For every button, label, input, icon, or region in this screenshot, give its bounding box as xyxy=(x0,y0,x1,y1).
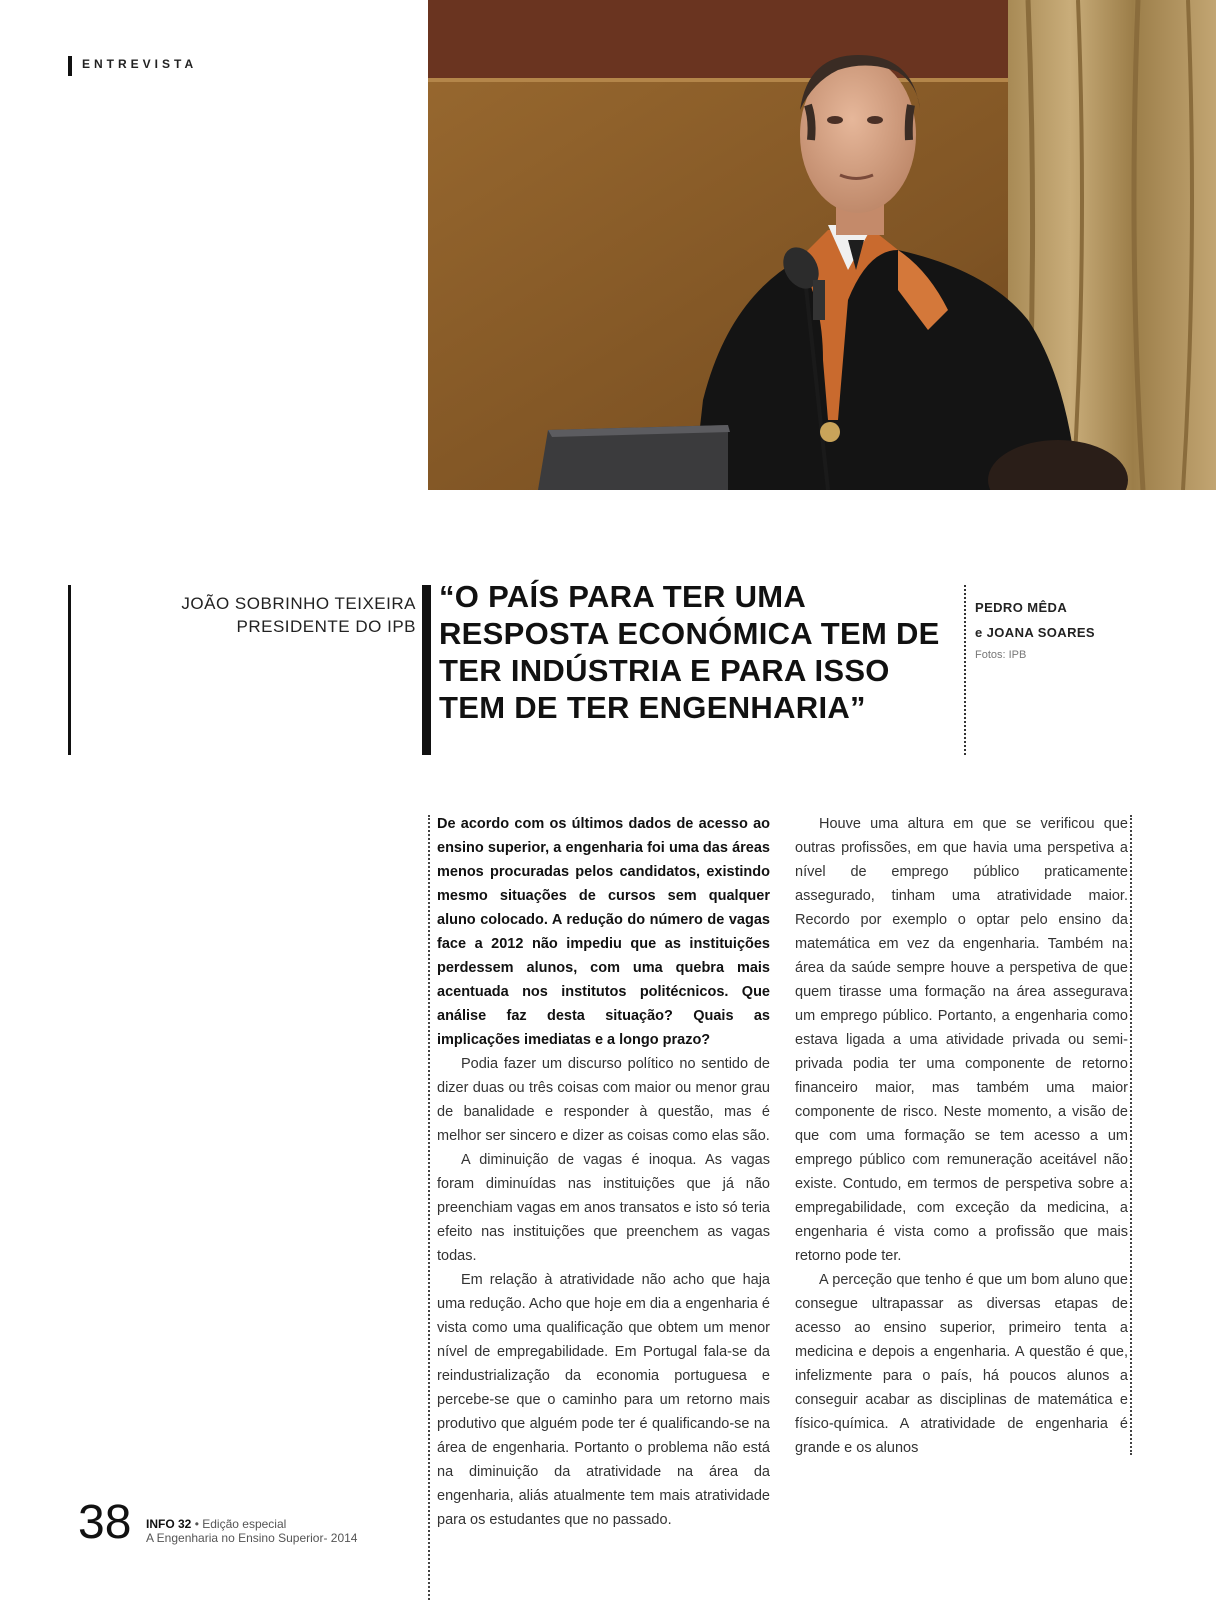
magazine-name: INFO 32 xyxy=(146,1517,192,1531)
answer-paragraph-1: Podia fazer um discurso político no sentido de dizer duas ou três coisas com maior ou menor grau de banalidade e responder à questão, mas é melhor ser sincero e dizer as coisas como elas são. xyxy=(437,1056,770,1144)
column-divider-left xyxy=(428,815,430,1600)
edition-label: Edição especial xyxy=(202,1517,287,1531)
interviewee-block xyxy=(181,592,416,638)
photo-credit: Fotos: IPB xyxy=(975,649,1027,661)
column-divider-right xyxy=(1130,815,1132,1455)
interviewee-role: PRESIDENTE DO IPB xyxy=(236,617,416,636)
headline: “O PAÍS PARA TER UMA RESPOSTA ECONÓMICA TEM DE TER INDÚSTRIA E PARA ISSO TEM DE TER ENGENHARIA” xyxy=(439,579,940,725)
article-column-1 xyxy=(437,812,770,1532)
answer-paragraph-5: A perceção que tenho é que um bom aluno que consegue ultrapassar as diversas etapas de acesso ao ensino superior, primeiro tenta a medicina e depois a engenharia. A questão é que, infelizmente para o país, há poucos alunos a conseguir acabar as disciplinas de matemática e físico-química. A atratividade de engenharia é grande e os alunos xyxy=(795,1272,1128,1456)
headline-rule xyxy=(422,585,431,755)
footer-bullet: • xyxy=(194,1517,199,1531)
answer-paragraph-4: Houve uma altura em que se verificou que outras profissões, em que havia uma perspetiva a nível de emprego público praticamente assegurado, tinham uma atratividade maior. Recordo por exemplo o optar pelo ensino da matemática em vez da engenharia. Também na área da saúde sempre houve a perspetiva de que quem tirasse uma formação na área assegurava um emprego público. Portanto, a engenharia como estava ligada a uma atividade privada ou semi-privada podia ter uma componente de retorno financeiro maior, mas também uma maior componente de risco. Neste momento, a visão de que com uma formação se tem acesso a um emprego público com remuneração aceitável não existe. Contudo, em termos de perspetiva sobre a empregabilidade, com exceção da medicina, a engenharia é vista como a profissão que mais retorno pode ter. xyxy=(795,816,1128,1264)
article-column-2 xyxy=(795,812,1128,1460)
page-number: 38 xyxy=(78,1496,132,1549)
byline xyxy=(975,595,1095,665)
author-1: PEDRO MÊDA xyxy=(975,600,1068,615)
interviewee-name: JOÃO SOBRINHO TEIXEIRA xyxy=(181,594,416,613)
byline-conj: e xyxy=(975,625,983,640)
section-label: ENTREVISTA xyxy=(68,56,197,76)
interview-question: De acordo com os últimos dados de acesso ao ensino superior, a engenharia foi uma das áreas menos procuradas pelos candidatos, existindo mesmo situações de cursos sem qualquer aluno colocado. A redução do número de vagas face a 2012 não impediu que as instituições perdessem alunos, com uma quebra mais acentuada nos institutos politécnicos. Que análise faz desta situação? Quais as implicações imediatas e a longo prazo? xyxy=(437,816,770,1048)
answer-paragraph-2: A diminuição de vagas é inoqua. As vagas foram diminuídas nas instituições que já não preenchiam vagas em anos transatos e isto só teria efeito nas instituições que preenchem as vagas todas. xyxy=(437,1152,770,1264)
speaker-photo xyxy=(428,0,1216,490)
issue-subtitle: A Engenharia no Ensino Superior- 2014 xyxy=(146,1531,358,1545)
author-2: JOANA SOARES xyxy=(986,625,1095,640)
author-2-line xyxy=(975,620,1095,645)
left-accent-rule xyxy=(68,585,71,755)
footer-info xyxy=(146,1517,357,1545)
answer-paragraph-3: Em relação à atratividade não acho que haja uma redução. Acho que hoje em dia a engenharia é vista como uma qualificação que obtem um menor nível de empregabilidade. Em Portugal fala-se da reindustrialização da economia portuguesa e percebe-se que o caminho para um retorno mais produtivo que alguém pode ter é qualificando-se na área de engenharia. Portanto o problema não está na diminuição da atratividade na área da engenharia, aliás atualmente tem mais atratividade para os estudantes que no passado. xyxy=(437,1272,770,1528)
byline-divider xyxy=(964,585,966,755)
